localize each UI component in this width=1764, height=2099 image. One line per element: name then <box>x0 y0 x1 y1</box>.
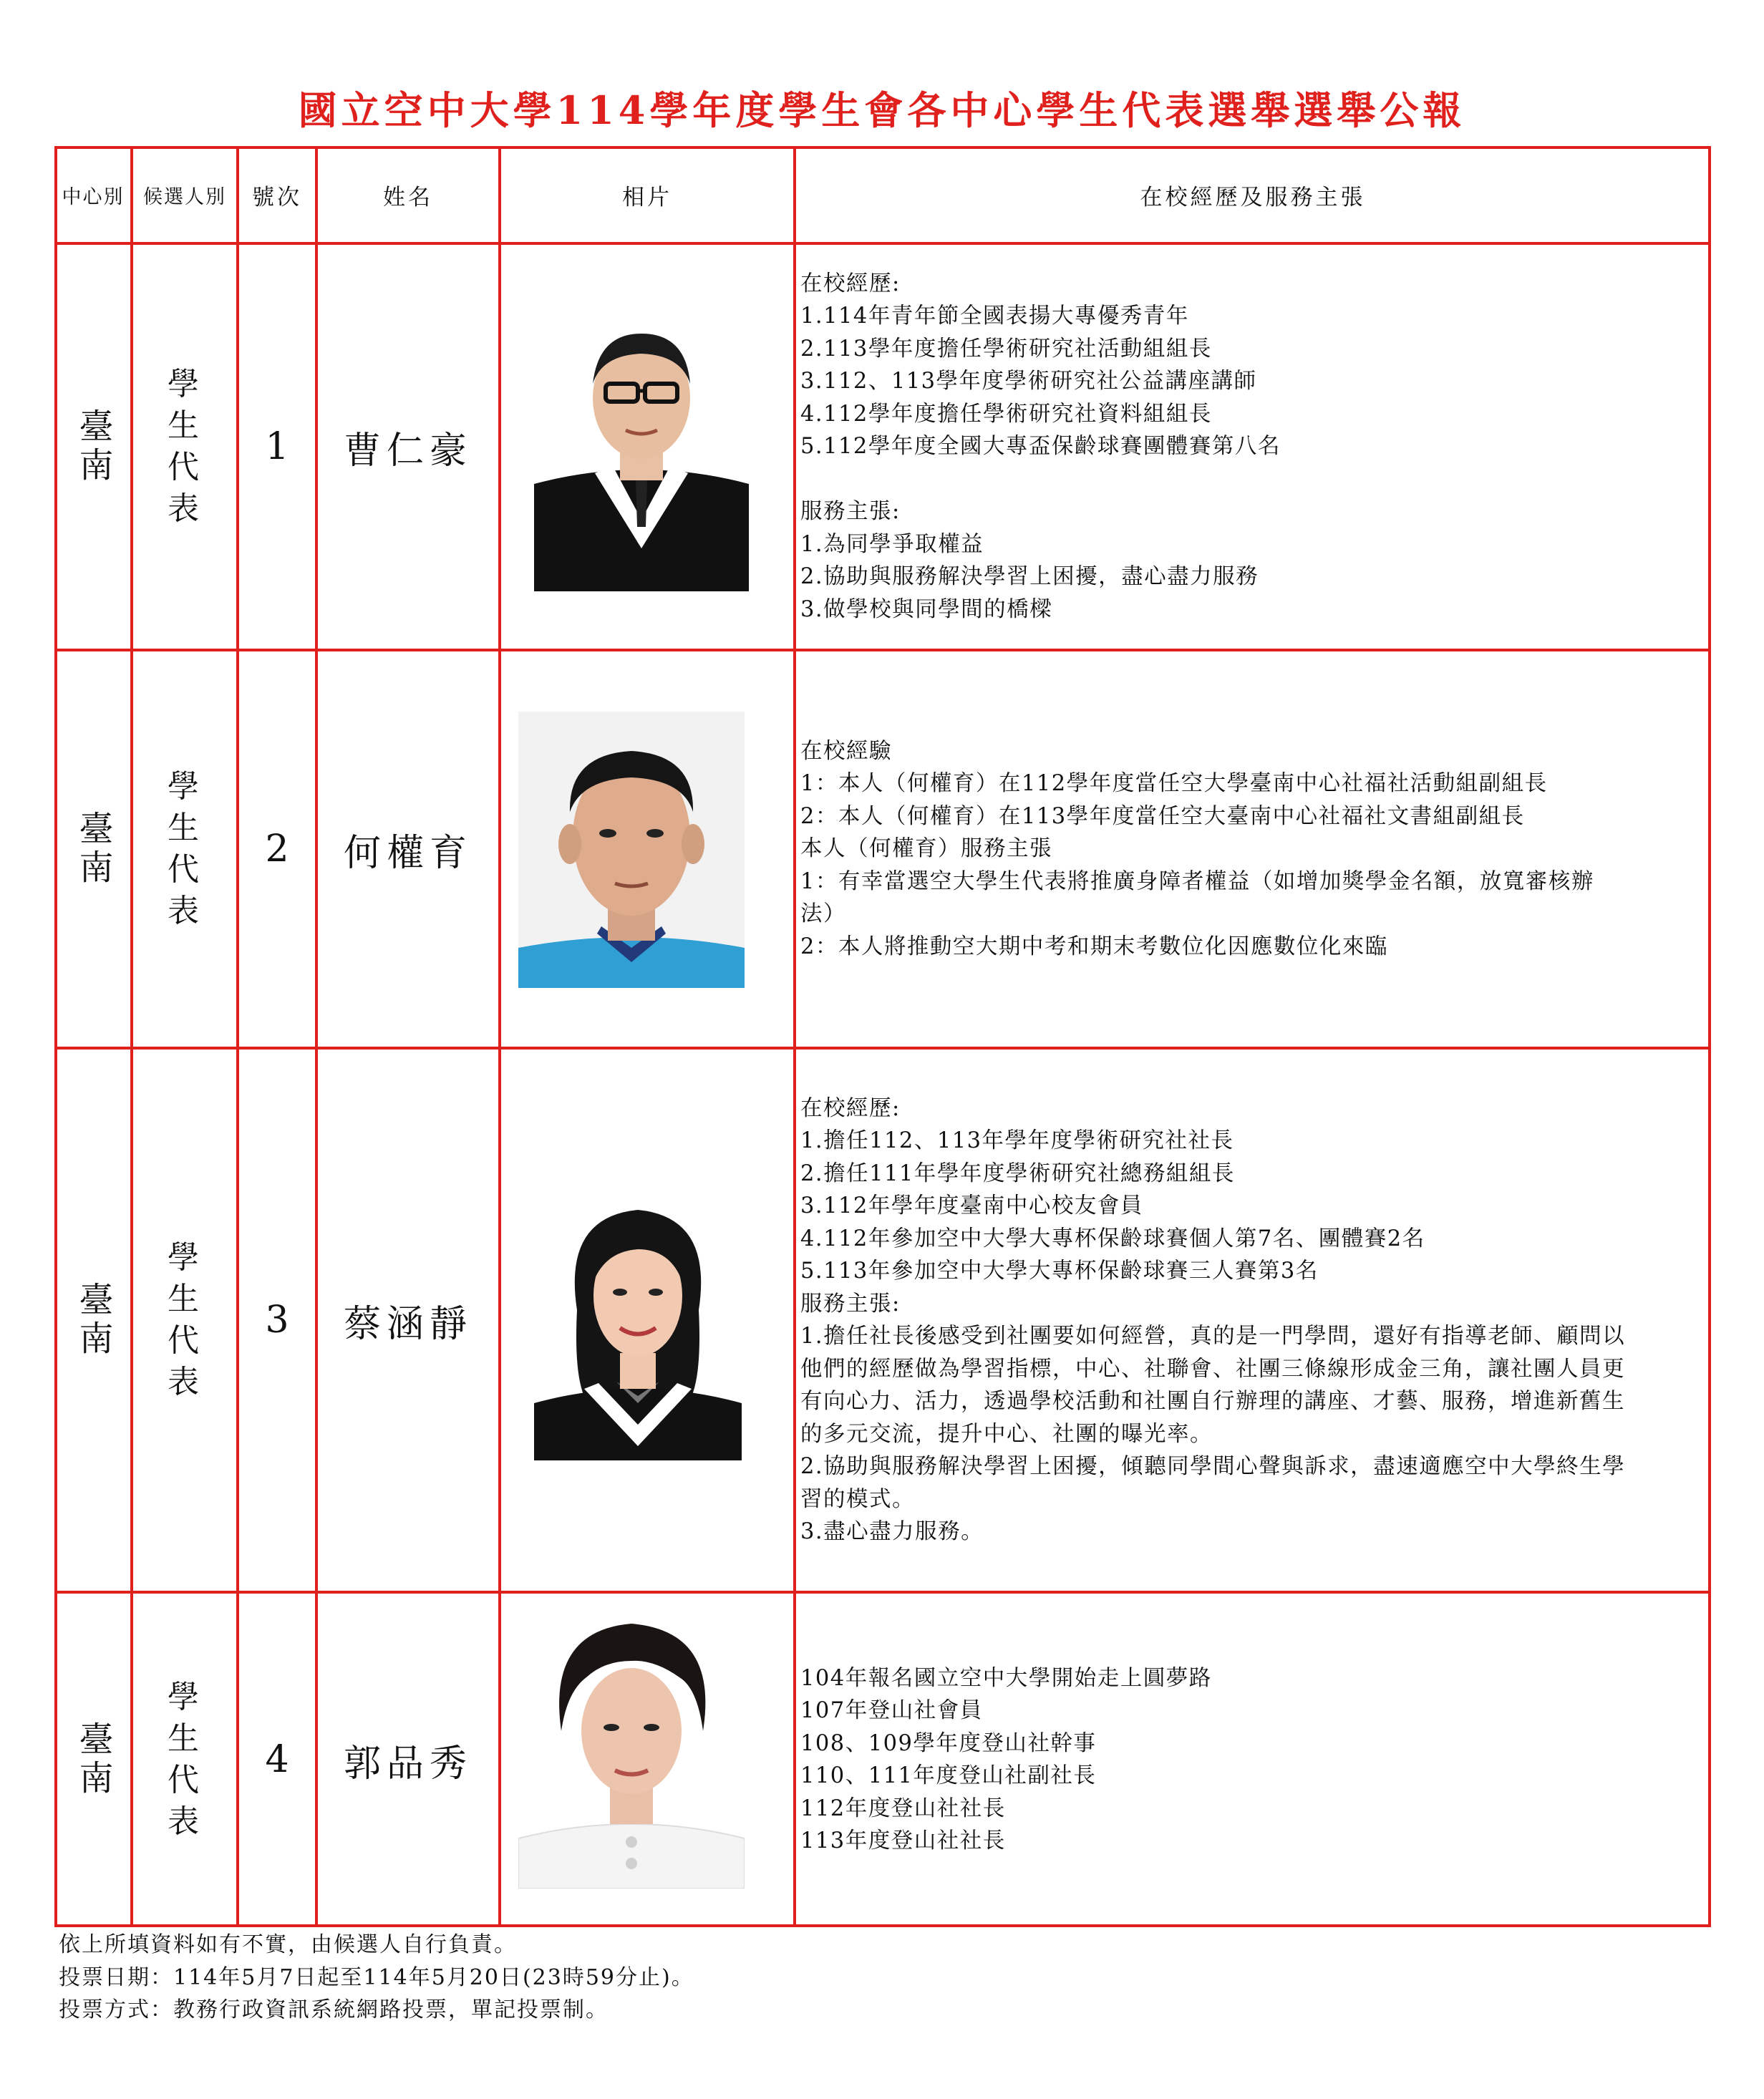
candidate-1-center <box>54 243 132 650</box>
desc-line: 服務主張: <box>800 1291 901 1317</box>
row-divider <box>54 1591 1711 1594</box>
table-border-left <box>54 146 57 1927</box>
desc-line: 3.盡心盡力服務。 <box>800 1519 984 1544</box>
desc-line: 104年報名國立空中大學開始走上圓夢路 <box>800 1665 1212 1691</box>
footer-line: 依上所填資料如有不實，由候選人自行負責。 <box>59 1932 517 1957</box>
row-divider <box>54 242 1711 245</box>
candidate-4-photo <box>518 1609 745 1889</box>
header-number: 號次 <box>252 184 302 210</box>
candidate-3-name: 蔡涵靜 <box>343 1302 472 1346</box>
desc-line: 1：有幸當選空大學生代表將推廣身障者權益（如增加獎學金名額，放寬審核辦 <box>800 868 1594 894</box>
desc-line: 3.112、113學年度學術研究社公益講座講師 <box>800 369 1257 394</box>
candidate-1-type <box>132 243 238 650</box>
candidate-4-number: 4 <box>265 1738 289 1781</box>
desc-line: 的多元交流，提升中心、社團的曝光率。 <box>800 1421 1213 1447</box>
header-description: 在校經歷及服務主張 <box>1140 184 1366 210</box>
candidate-3-type <box>132 1048 238 1592</box>
row-divider <box>54 1047 1711 1050</box>
desc-line: 2.113學年度擔任學術研究社活動組組長 <box>800 336 1212 362</box>
table-border-bottom <box>54 1924 1711 1927</box>
desc-line: 108、109學年度登山社幹事 <box>800 1730 1097 1756</box>
candidate-2-name: 何權育 <box>343 831 472 875</box>
table-divider <box>130 146 133 1927</box>
candidate-2-type <box>132 650 238 1048</box>
desc-line: 2.擔任111年學年度學術研究社總務組組長 <box>800 1160 1235 1186</box>
desc-line: 1.114年青年節全國表揚大專優秀青年 <box>800 304 1189 329</box>
row-divider <box>54 649 1711 651</box>
header-photo: 相片 <box>622 184 672 210</box>
footer-line: 投票日期：114年5月7日起至114年5月20日(23時59分止)。 <box>59 1964 694 1990</box>
candidate-3-number: 3 <box>265 1299 289 1342</box>
desc-line: 法） <box>800 901 846 927</box>
candidate-3-description <box>795 1048 1711 1592</box>
footer-line: 投票方式：教務行政資訊系統網路投票，單記投票制。 <box>59 1997 609 2022</box>
desc-line: 1.擔任112、113年學年度學術研究社社長 <box>800 1128 1234 1153</box>
desc-line: 在校經歷: <box>800 1095 901 1121</box>
desc-line: 2.協助與服務解決學習上困擾，盡心盡力服務 <box>800 564 1259 590</box>
desc-line: 2.協助與服務解決學習上困擾，傾聽同學間心聲與訴求，盡速適應空中大學終生學 <box>800 1454 1626 1479</box>
desc-line: 本人（何權育）服務主張 <box>800 836 1052 862</box>
table-divider <box>236 146 239 1927</box>
desc-line: 107年登山社會員 <box>800 1698 983 1723</box>
table-border-top <box>54 146 1711 149</box>
candidate-1-number: 1 <box>265 425 289 468</box>
table-divider <box>315 146 318 1927</box>
table-divider <box>498 146 501 1927</box>
candidate-3-center <box>54 1048 132 1592</box>
desc-line: 5.112學年度全國大專盃保齡球賽團體賽第八名 <box>800 434 1281 460</box>
desc-line: 3.做學校與同學間的橋樑 <box>800 596 1053 622</box>
candidate-2-description <box>795 650 1711 1048</box>
candidate-2-photo <box>518 712 745 988</box>
candidate-2-center <box>54 650 132 1048</box>
type-text: 學生代表 <box>167 1239 202 1400</box>
candidate-table <box>54 146 1711 1927</box>
candidate-4-name: 郭品秀 <box>343 1742 472 1785</box>
center-text: 臺南 <box>73 408 113 485</box>
page-title: 國立空中大學114學年度學生會各中心學生代表選舉選舉公報 <box>298 87 1466 133</box>
header-center: 中心別 <box>62 185 125 208</box>
header-type: 候選人別 <box>143 185 226 208</box>
desc-line: 4.112年參加空中大學大專杯保齡球賽個人第7名、團體賽2名 <box>800 1226 1425 1251</box>
desc-line: 3.112年學年度臺南中心校友會員 <box>800 1193 1143 1218</box>
desc-line: 1：本人（何權育）在112學年度當任空大學臺南中心社福社活動組副組長 <box>800 771 1548 797</box>
table-border-right <box>1708 146 1711 1927</box>
desc-line: 110、111年度登山社副社長 <box>800 1763 1097 1788</box>
desc-line: 在校經驗 <box>800 738 892 764</box>
candidate-1-name: 曹仁豪 <box>343 429 472 472</box>
table-divider <box>793 146 796 1927</box>
candidate-4-type <box>132 1592 238 1927</box>
desc-line: 5.113年參加空中大學大專杯保齡球賽三人賽第3名 <box>800 1259 1319 1284</box>
candidate-1-photo <box>534 312 749 591</box>
desc-line <box>800 463 1701 496</box>
desc-line: 他們的經歷做為學習指標，中心、社聯會、社團三條線形成金三角，讓社團人員更 <box>800 1356 1625 1382</box>
desc-line: 112年度登山社社長 <box>800 1795 1006 1821</box>
type-text: 學生代表 <box>167 1679 202 1840</box>
desc-line: 2：本人（何權育）在113學年度當任空大臺南中心社福社文書組副組長 <box>800 803 1525 829</box>
type-text: 學生代表 <box>167 366 202 527</box>
center-text: 臺南 <box>73 1281 113 1359</box>
desc-line: 1.為同學爭取權益 <box>800 531 984 557</box>
desc-line: 113年度登山社社長 <box>800 1828 1006 1853</box>
candidate-1-description <box>795 243 1711 650</box>
desc-line: 1.擔任社長後感受到社團要如何經營，真的是一門學問，還好有指導老師、顧問以 <box>800 1324 1626 1349</box>
desc-line: 服務主張: <box>800 499 901 525</box>
desc-line: 在校經歷: <box>800 271 901 296</box>
desc-line: 有向心力、活力，透過學校活動和社團自行辦理的講座、才藝、服務，增進新舊生 <box>800 1389 1625 1414</box>
footer-notes <box>59 1929 694 2027</box>
candidate-3-photo <box>534 1188 742 1460</box>
header-name: 姓名 <box>383 184 433 210</box>
desc-line: 4.112學年度擔任學術研究社資料組組長 <box>800 401 1212 427</box>
desc-line: 2：本人將推動空大期中考和期末考數位化因應數位化來臨 <box>800 934 1388 959</box>
candidate-2-number: 2 <box>265 828 289 871</box>
desc-line: 習的模式。 <box>800 1486 915 1512</box>
candidate-4-center <box>54 1592 132 1927</box>
center-text: 臺南 <box>73 810 113 888</box>
center-text: 臺南 <box>73 1721 113 1798</box>
candidate-4-description <box>795 1592 1711 1927</box>
type-text: 學生代表 <box>167 768 202 929</box>
